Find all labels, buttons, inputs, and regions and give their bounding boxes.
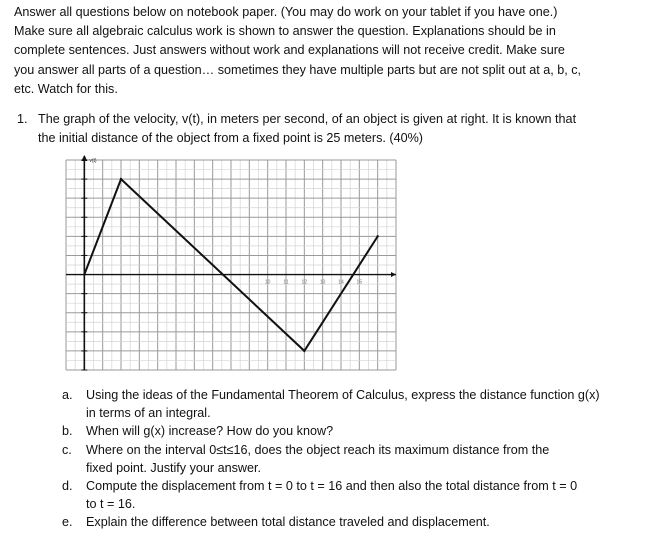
x-tick-label: 10 [264, 279, 271, 286]
instructions-line: complete sentences. Just answers without work and explanations will not receive credit. Make sure [14, 43, 565, 58]
part-label: b. [62, 424, 73, 439]
x-tick-label: 14 [338, 279, 344, 286]
x-tick-label: 13 [319, 279, 326, 286]
part-text-line: Where on the interval 0≤t≤16, does the object reach its maximum distance from the [86, 442, 550, 457]
part-text-line: in terms of an integral. [86, 406, 211, 421]
instructions-line: etc. Watch for this. [14, 81, 118, 96]
x-tick-label: 11 [283, 279, 289, 286]
x-tick-label: 15 [356, 279, 363, 286]
part-label: d. [62, 479, 73, 494]
velocity-point [303, 350, 305, 352]
question-number: 1. [17, 112, 28, 126]
part-text-line: fixed point. Justify your answer. [86, 460, 261, 475]
question-text-line: the initial distance of the object from a fixed point is 25 meters. (40%) [38, 130, 424, 145]
velocity-point [83, 273, 85, 275]
part-c [62, 441, 652, 477]
part-label: e. [62, 515, 73, 530]
question-text-line: The graph of the velocity, v(t), in meters per second, of an object is given at right. It is known that [38, 112, 577, 126]
y-axis-label: v(t) [89, 158, 97, 164]
velocity-point [120, 178, 122, 180]
velocity-graph [60, 152, 402, 378]
part-label: c. [62, 442, 72, 457]
part-d [62, 477, 652, 513]
instructions [14, 3, 644, 99]
part-text-line: to t = 16. [86, 497, 136, 512]
x-axis-arrow [391, 272, 396, 277]
part-a [62, 386, 652, 422]
x-tick-label: 12 [301, 279, 308, 286]
part-e [62, 513, 652, 531]
part-text-line: Explain the difference between total distance traveled and displacement. [86, 515, 490, 530]
instructions-line: you answer all parts of a question… sometimes they have multiple parts but are not split out at a, b, c, [14, 62, 582, 77]
question-parts [62, 386, 652, 532]
part-text-line: Compute the displacement from t = 0 to t = 16 and then also the total distance from t = 0 [86, 479, 578, 494]
instructions-line: Make sure all algebraic calculus work is shown to answer the question. Explanations should be in [14, 24, 556, 39]
instructions-line: Answer all questions below on notebook paper. (You may do work on your tablet if you have one.) [14, 5, 558, 19]
velocity-point [376, 235, 378, 237]
part-label: a. [62, 388, 73, 402]
part-text-line: When will g(x) increase? How do you know? [86, 424, 334, 439]
part-text-line: Using the ideas of the Fundamental Theorem of Calculus, express the distance function g(x) [86, 388, 600, 402]
part-b [62, 422, 652, 440]
